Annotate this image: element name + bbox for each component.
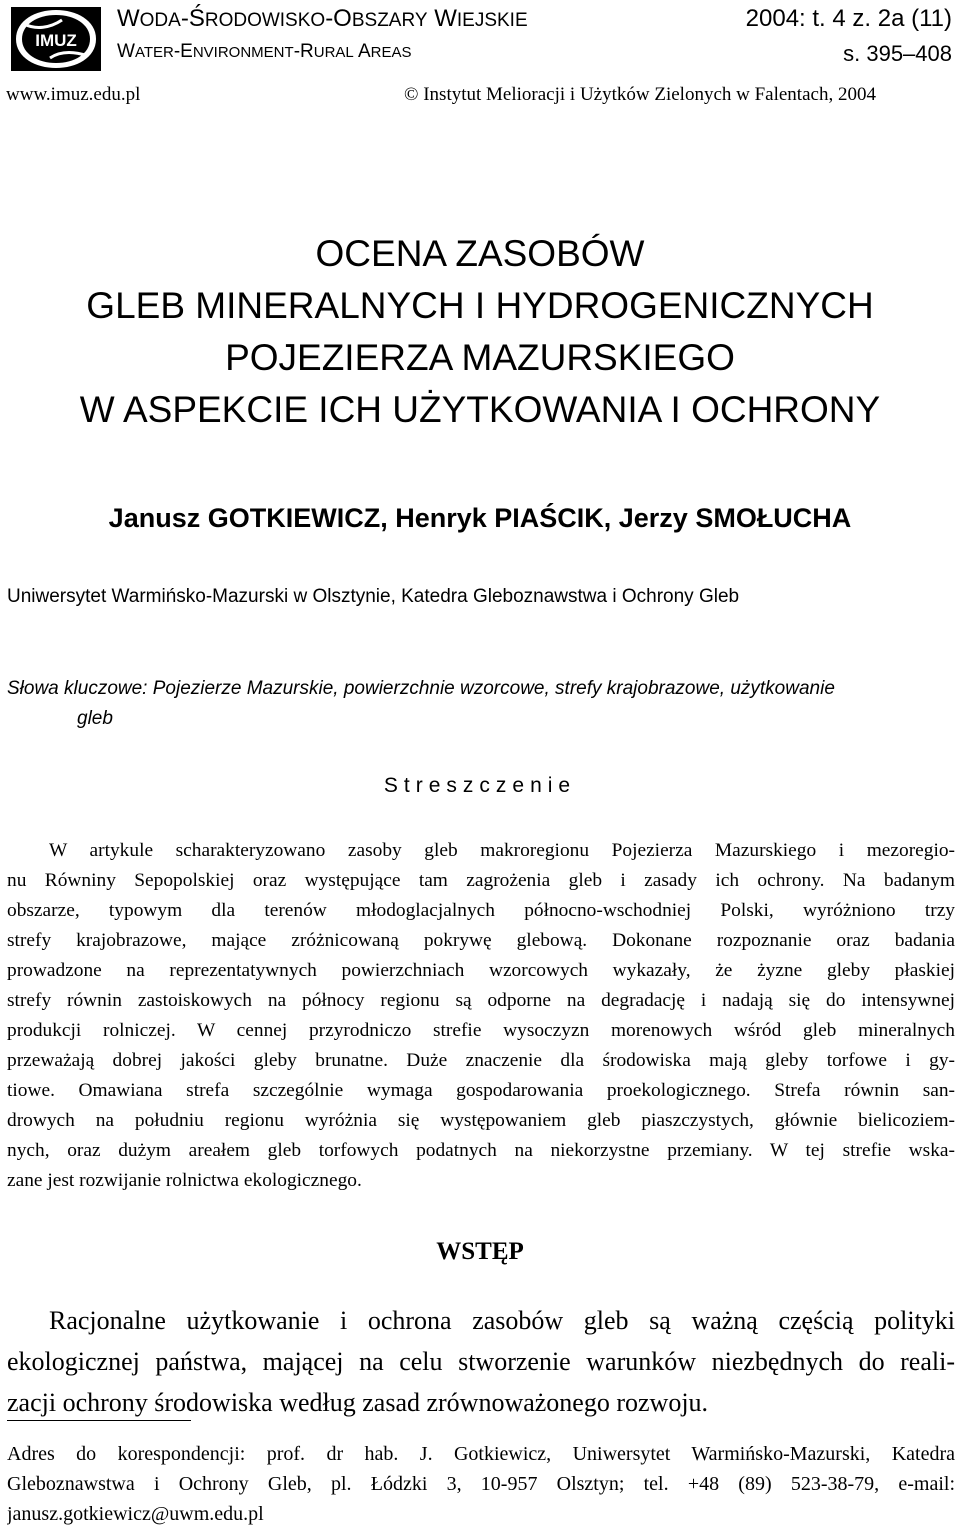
jpl-2: -Ś — [180, 5, 205, 32]
footnote-divider — [7, 1420, 191, 1421]
jen-4: -R — [293, 41, 314, 62]
abstract-line: prowadzone na reprezentatywnych powierzchniach wzorcowych wykazały, że żyzne gleby płaskiej — [7, 960, 955, 981]
jpl-1: ODA — [139, 10, 181, 31]
section-heading: WSTĘP — [436, 1238, 524, 1265]
jpl-0: W — [117, 5, 140, 32]
jen-0: W — [117, 41, 135, 62]
abstract-line: strefy równin zastoiskowych na północy regionu są odporne na degradację i nadają się do intensywnej — [7, 990, 955, 1011]
abstract-line: strefy krajobrazowe, mające zróżnicowaną pokrywę glebową. Dokonane rozpoznanie oraz badania — [7, 930, 955, 951]
jen-6: A — [353, 41, 371, 62]
abstract-heading: Streszczenie — [383, 774, 577, 797]
title-line: GLEB MINERALNYCH I HYDROGENICZNYCH — [86, 285, 874, 326]
imuz-logo — [10, 6, 102, 72]
abstract-line: drowych na południu regionu wyróżnia się występowaniem gleb piaszczystych, głównie bielicoziem- — [7, 1110, 955, 1131]
intro-line: zacji ochrony środowiska według zasad zrównoważonego rozwoju. — [7, 1388, 709, 1417]
intro-line: Racjonalne użytkowanie i ochrona zasobów gleb są ważną częścią polityki — [49, 1306, 955, 1335]
jpl-7: IEJSKIE — [456, 10, 528, 31]
correspondence-footnote — [7, 1439, 955, 1529]
jen-1: ATER — [134, 44, 174, 61]
abstract-line: zane jest rozwijanie rolnictwa ekologicznego. — [7, 1170, 362, 1191]
intro-line: ekologicznej państwa, mającej na celu stworzenie warunków niezbędnych do reali- — [7, 1347, 955, 1376]
keywords-line: Słowa kluczowe: Pojezierze Mazurskie, powierzchnie wzorcowe, strefy krajobrazowe, użytkowanie — [7, 678, 835, 699]
copyright-text: © Instytut Melioracji i Użytków Zielonych w Falentach, 2004 — [404, 84, 876, 105]
logo-text: IMUZ — [35, 31, 77, 50]
abstract-line: obszarze, typowym dla terenów młodoglacjalnych północno-wschodniej Polski, wyróżniono trzy — [7, 900, 955, 921]
jen-3: NVIRONMENT — [192, 44, 294, 61]
footnote-email[interactable]: janusz.gotkiewicz@uwm.edu.pl — [7, 1503, 264, 1525]
jpl-6: W — [427, 5, 457, 32]
journal-name-en — [117, 41, 412, 63]
keywords — [7, 674, 957, 734]
footnote-line: Adres do korespondencji: prof. dr hab. J. Gotkiewicz, Uniwersytet Warmińsko-Mazurski, Katedra — [7, 1443, 955, 1465]
jen-2: -E — [173, 41, 193, 62]
keywords-line: gleb — [77, 708, 113, 729]
article-title — [0, 228, 960, 436]
abstract-line: tiowe. Omawiana strefa szczególnie wymaga gospodarowania proekologicznego. Strefa równin san- — [7, 1080, 955, 1101]
abstract-body — [7, 836, 955, 1196]
title-line: W ASPEKCIE ICH UŻYTKOWANIA I OCHRONY — [79, 389, 881, 430]
journal-name-pl — [117, 5, 528, 33]
abstract-line: przeważają dobrej jakości gleby brunatne. Duże znaczenie dla środowiska mają gleby torfowe i gy- — [7, 1050, 955, 1071]
jpl-3: RODOWISKO — [204, 10, 326, 31]
issue-number: 2004: t. 4 z. 2a (11) — [745, 5, 952, 32]
jen-5: URAL — [313, 44, 354, 61]
website-link[interactable]: www.imuz.edu.pl — [6, 84, 141, 105]
introduction-body — [7, 1300, 955, 1423]
jpl-4: -O — [325, 5, 352, 32]
footnote-line: Gleboznawstwa i Ochrony Gleb, pl. Łódzki 3, 10-957 Olsztyn; tel. +48 (89) 523-38-79, e-mail: — [7, 1473, 955, 1495]
jpl-5: BSZARY — [351, 10, 428, 31]
jen-7: REAS — [370, 44, 412, 61]
abstract-line: produkcji rolniczej. W cennej przyrodniczo strefie wysoczyzn morenowych wśród gleb mineralnych — [7, 1020, 955, 1041]
page-range: s. 395–408 — [843, 41, 952, 66]
affiliation: Uniwersytet Warmińsko-Mazurski w Olsztynie, Katedra Gleboznawstwa i Ochrony Gleb — [7, 586, 740, 607]
authors: Janusz GOTKIEWICZ, Henryk PIAŚCIK, Jerzy SMOŁUCHA — [108, 503, 852, 533]
abstract-line: nu Równiny Sepopolskiej oraz występujące tam zagrożenia gleb i zasady ich ochrony. Na badanym — [7, 870, 955, 891]
abstract-line: nych, oraz dużym areałem gleb torfowych podatnych na niekorzystne przemiany. W tej strefie wska- — [7, 1140, 955, 1161]
title-line: POJEZIERZA MAZURSKIEGO — [225, 337, 735, 378]
abstract-line: W artykule scharakteryzowano zasoby gleb makroregionu Pojezierza Mazurskiego i mezoregio- — [49, 840, 955, 861]
copyright-notice — [0, 84, 960, 106]
title-line: OCENA ZASOBÓW — [315, 233, 645, 274]
